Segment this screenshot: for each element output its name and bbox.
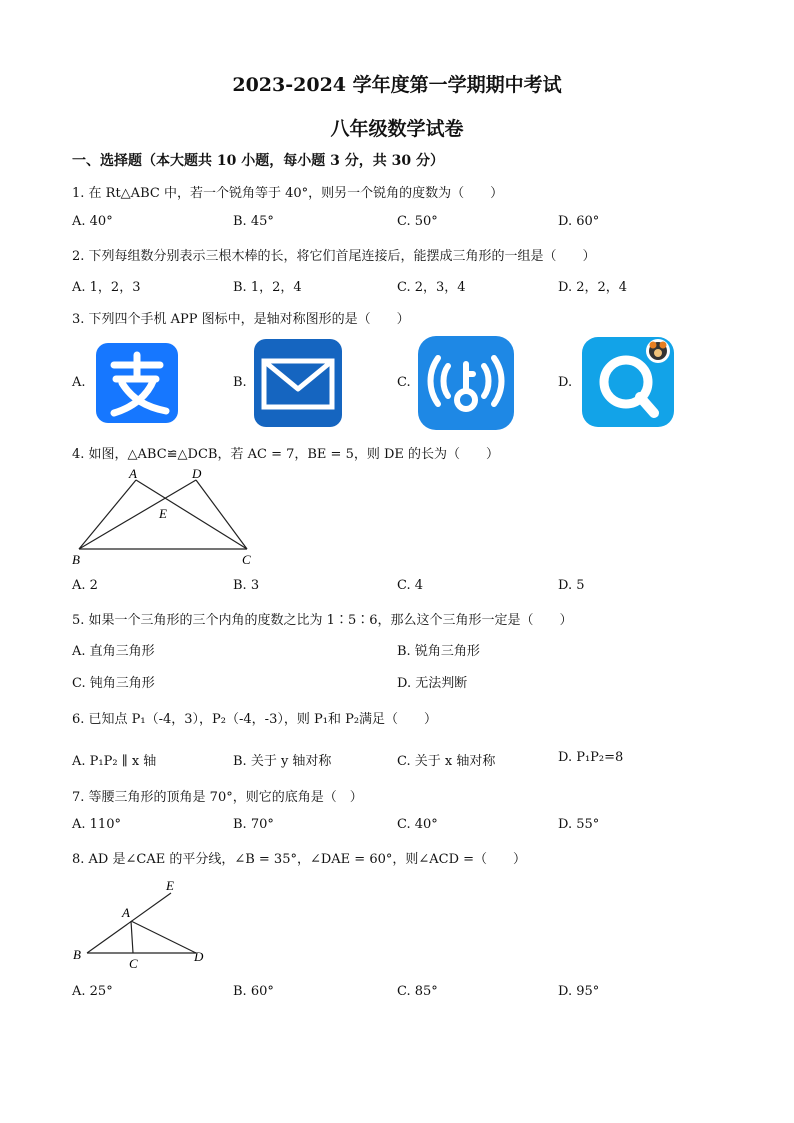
q4-label-e: E [159, 506, 167, 521]
question-5: 5. 如果一个三角形的三个内角的度数之比为 1∶5∶6，那么这个三角形一定是（ ） [72, 613, 573, 628]
q3-option-c: C. [397, 375, 411, 390]
q2-option-b: B. 1，2，4 [233, 280, 302, 295]
q8-label-b: B [73, 947, 81, 962]
question-2: 2. 下列每组数分别表示三根木棒的长，将它们首尾连接后，能摆成三角形的一组是（ ） [72, 249, 596, 264]
q7-option-a: A. 110° [72, 817, 121, 832]
q8-option-d: D. 95° [558, 984, 600, 999]
question-1: 1. 在 Rt△ABC 中，若一个锐角等于 40°，则另一个锐角的度数为（ ） [72, 186, 504, 201]
q8-label-e: E [166, 878, 174, 893]
question-8: 8. AD 是∠CAE 的平分线，∠B = 35°，∠DAE = 60°，则∠ACD =（ ） [72, 852, 527, 867]
q6-option-d: D. P₁P₂=8 [558, 750, 624, 765]
q5-option-a: A. 直角三角形 [72, 644, 155, 659]
q4-label-c: C [242, 552, 251, 567]
q6-option-b: B. 关于 y 轴对称 [233, 754, 332, 769]
q7-option-c: C. 40° [397, 817, 438, 832]
q6-option-a: A. P₁P₂ ∥ x 轴 [72, 754, 157, 769]
q4-option-b: B. 3 [233, 578, 260, 593]
exam-title: 2023-2024 学年度第一学期期中考试 [232, 74, 562, 96]
question-7: 7. 等腰三角形的顶角是 70°，则它的底角是（ ） [72, 790, 363, 805]
q2-option-d: D. 2，2，4 [558, 280, 628, 295]
alipay-icon [96, 343, 178, 423]
q4-option-d: D. 5 [558, 578, 585, 593]
q-app-icon [582, 337, 674, 427]
exam-subtitle: 八年级数学试卷 [330, 118, 464, 140]
q8-option-b: B. 60° [233, 984, 274, 999]
q5-option-c: C. 钝角三角形 [72, 676, 155, 691]
q1-option-c: C. 50° [397, 214, 438, 229]
mail-icon [254, 339, 342, 427]
q4-label-b: B [72, 552, 80, 567]
q1-option-d: D. 60° [558, 214, 600, 229]
q8-option-a: A. 25° [72, 984, 113, 999]
q2-option-c: C. 2，3，4 [397, 280, 466, 295]
q3-option-a: A. [72, 375, 86, 390]
question-4: 4. 如图，△ABC≌△DCB，若 AC = 7，BE = 5，则 DE 的长为（ ） [72, 447, 500, 462]
q7-option-b: B. 70° [233, 817, 274, 832]
section-heading: 一、选择题（本大题共 10 小题，每小题 3 分，共 30 分） [72, 153, 444, 169]
q8-label-d: D [194, 949, 204, 964]
q4-figure [66, 463, 266, 573]
q1-option-a: A. 40° [72, 214, 113, 229]
q2-option-a: A. 1，2，3 [72, 280, 141, 295]
q5-option-b: B. 锐角三角形 [397, 644, 480, 659]
q5-option-d: D. 无法判断 [397, 676, 468, 691]
q8-label-a: A [122, 905, 130, 920]
q6-option-c: C. 关于 x 轴对称 [397, 754, 496, 769]
q3-option-b: B. [233, 375, 247, 390]
q3-option-d: D. [558, 375, 573, 390]
q4-label-a: A [129, 466, 137, 481]
wifi-key-icon [418, 336, 514, 430]
q1-option-b: B. 45° [233, 214, 274, 229]
q8-option-c: C. 85° [397, 984, 438, 999]
q7-option-d: D. 55° [558, 817, 600, 832]
q8-label-c: C [129, 956, 138, 971]
q8-figure [66, 870, 226, 974]
question-3: 3. 下列四个手机 APP 图标中，是轴对称图形的是（ ） [72, 312, 410, 327]
q4-label-d: D [192, 466, 202, 481]
q4-option-a: A. 2 [72, 578, 98, 593]
q4-option-c: C. 4 [397, 578, 424, 593]
question-6: 6. 已知点 P₁（-4，3），P₂（-4，-3），则 P₁和 P₂满足（ ） [72, 712, 438, 727]
